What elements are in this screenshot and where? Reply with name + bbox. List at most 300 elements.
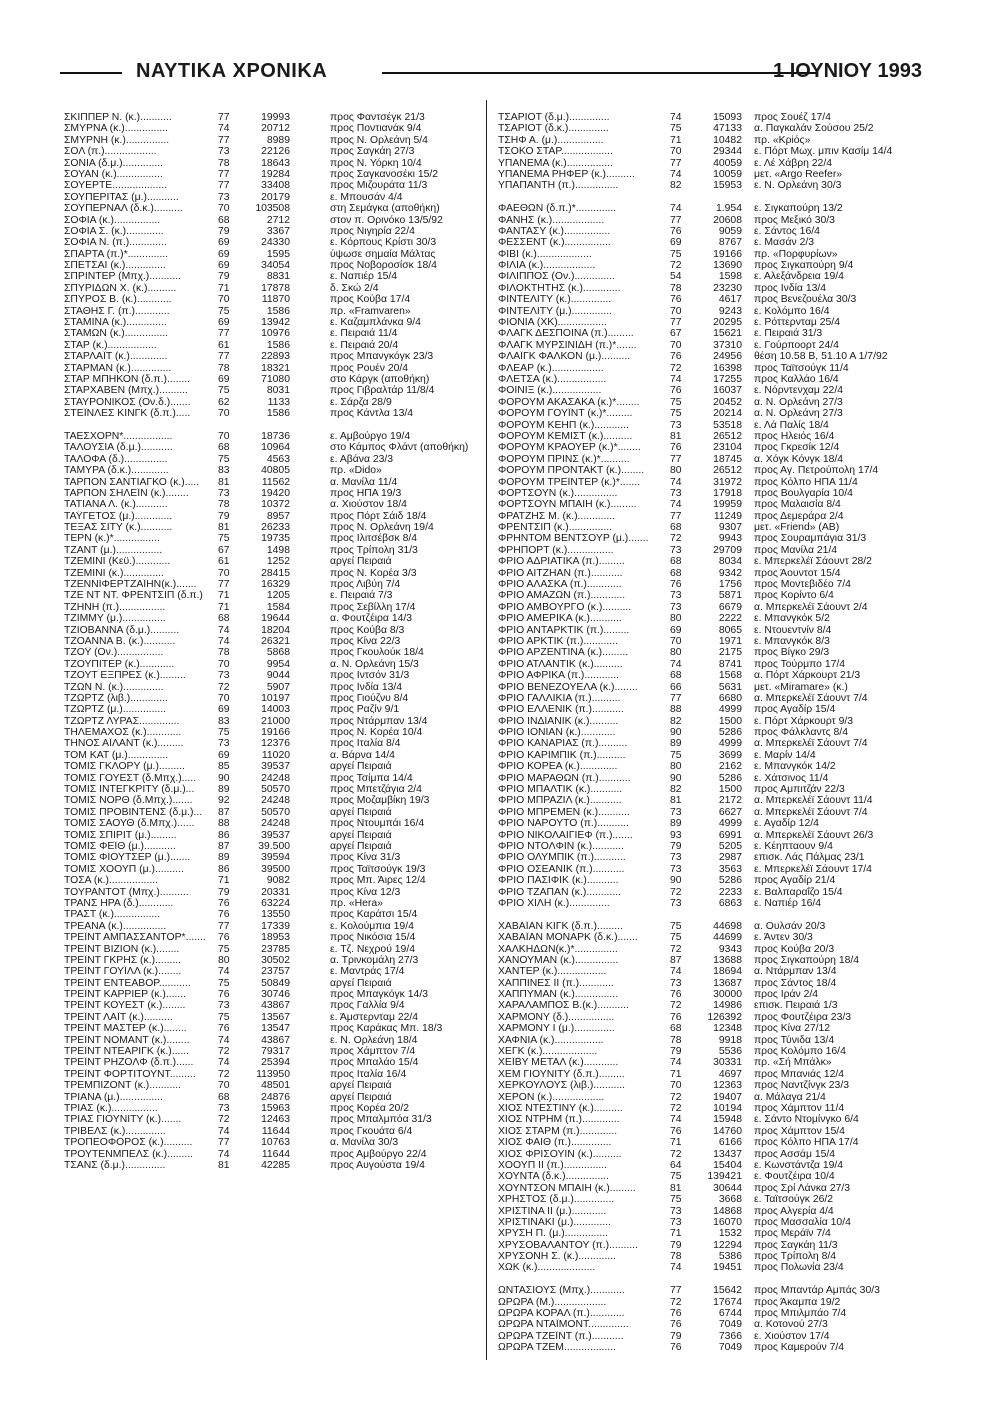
tonnage: 1500: [718, 715, 742, 727]
build-year: 80: [670, 465, 682, 477]
ship-row: [498, 283, 924, 294]
build-year: 87: [670, 954, 682, 966]
tonnage: 40805: [261, 465, 290, 477]
ship-row: [498, 1342, 924, 1353]
tonnage: 42285: [261, 1159, 290, 1171]
tonnage: 5907: [266, 681, 290, 693]
ship-row: [498, 533, 924, 544]
ship-row: [64, 887, 474, 898]
tonnage: 71080: [261, 373, 290, 385]
ship-name: ΧΡΙΣΤΙΝΑ ΙΙ (μ.)............: [498, 1205, 607, 1217]
ship-name: ΦΑΝΤΑΣΥ (κ.)................: [498, 225, 611, 237]
position-note: προς Καράκας Μπ. 18/3: [330, 1023, 443, 1035]
ship-name: ΦΡΙΟ ΠΑΣΙΦΙΚ (κ.)...........: [498, 875, 619, 887]
ship-name: ΣΤΑΥΡΟΝΙΚΟΣ (Ον.δ.).......: [64, 396, 191, 408]
tonnage: 126392: [707, 1011, 742, 1023]
tonnage: 44699: [713, 932, 742, 944]
ship-row: [498, 1126, 924, 1137]
build-year: 74: [218, 635, 230, 647]
tonnage: 1598: [718, 271, 742, 283]
position-note: προς Αγαδίρ 21/4: [754, 875, 836, 887]
position-note: προς Μπετζάγια 2/4: [330, 784, 422, 796]
tonnage: 19959: [713, 499, 742, 511]
ship-row: [64, 818, 474, 829]
tonnage: 1532: [718, 1228, 742, 1240]
position-note: ε. Μπανγκόκ 14/2: [754, 761, 836, 773]
position-note: προς Μπανγκόγκ 23/3: [330, 351, 434, 363]
position-note: ε. Χιούστον 17/4: [754, 1330, 830, 1342]
ship-name: ΤΟΜΙΣ ΙΝΤΕΓΚΡΙΤΥ (δ.μ.)...: [64, 784, 195, 796]
position-note: πρ. «Σή Μπάλκ»: [754, 1057, 832, 1069]
tonnage: 6744: [718, 1308, 742, 1320]
ship-name: ΧΑΒΑΪΑΝ ΜΟΝΑΡΚ (δ.κ.).......: [498, 932, 638, 944]
build-year: 75: [670, 920, 682, 932]
position-note: επισκ. Λάς Πάλμας 23/1: [754, 852, 865, 864]
tonnage: 4617: [718, 294, 742, 306]
ship-row: [498, 795, 924, 806]
position-note: ε. Μασάν 2/3: [754, 237, 815, 249]
tonnage: 13690: [713, 260, 742, 272]
tonnage: 17918: [713, 487, 742, 499]
right-column: [498, 112, 924, 1365]
ship-name: ΣΟΦΙΑ Σ. (κ.).............: [64, 225, 164, 237]
ship-name: ΧΡΙΣΤΙΝΑΚΙ (μ.).............: [498, 1216, 611, 1228]
ship-name: ΤΣΗΦ Α. (μ.)................: [498, 134, 604, 146]
build-year: 76: [670, 989, 682, 1001]
ship-row: [498, 625, 924, 636]
build-year: 77: [670, 1285, 682, 1297]
ship-row: [64, 1046, 474, 1057]
ship-name: ΩΡΩΡΑ ΤΖΕΜ..................: [498, 1342, 616, 1354]
ship-row: [64, 442, 474, 453]
tonnage: 1133: [267, 396, 290, 408]
ship-row: [498, 1023, 924, 1034]
ship-row: [64, 328, 474, 339]
ship-name: ΧΟΥΝΤΑ (δ.κ.)...............: [498, 1171, 609, 1183]
ship-name: ΦΡΙΟ ΜΠΑΛΤΙΚ (κ.)...........: [498, 784, 623, 796]
position-note: προς Κορέα 20/2: [330, 1102, 409, 1114]
position-note: προς Ιταλία 16/4: [330, 1068, 407, 1080]
build-year: 92: [218, 795, 230, 807]
position-note: ε. Φουτζέιρα 10/4: [754, 1171, 835, 1183]
ship-row: [64, 271, 474, 282]
ship-name: ΤΡΕΪΝΤ ΚΑΡΡΙΕΡ (κ.).......: [64, 989, 187, 1001]
position-note: ε. Μπερκελέϊ Σάουντ 28/2: [754, 556, 872, 568]
build-year: 79: [670, 1239, 682, 1251]
tonnage: 12294: [713, 1239, 742, 1251]
position-note: α. Κοτονού 27/3: [754, 1319, 828, 1331]
ship-name: ΣΤΑΡΛΑΪΤ (κ.).............: [64, 351, 168, 363]
tonnage: 1498: [266, 544, 290, 556]
ship-row: [64, 944, 474, 955]
ship-row: [64, 841, 474, 852]
build-year: 73: [670, 487, 682, 499]
tonnage: 43867: [261, 1034, 290, 1046]
ship-name: ΦΙΛΙΑ (κ.)..................: [498, 260, 596, 272]
ship-row: [498, 123, 924, 134]
ship-name: ΦΡΙΟ ΑΛΑΣΚΑ (π.)............: [498, 579, 622, 591]
build-year: 69: [670, 237, 682, 249]
tonnage: 16037: [713, 385, 742, 397]
build-year: 68: [670, 670, 682, 682]
position-note: α. Βάρνα 14/4: [330, 749, 395, 761]
ship-name: ΦΛΑΓΚ ΜΥΡΣΙΝΙΔΗ (π.)*.......: [498, 339, 637, 351]
tonnage: 18953: [261, 932, 290, 944]
tonnage: 6166: [718, 1137, 742, 1149]
ship-row: [64, 511, 474, 522]
build-year: 71: [218, 282, 230, 294]
ship-row: [64, 1160, 474, 1171]
tonnage: 5286: [718, 727, 742, 739]
tonnage: 9943: [718, 533, 742, 545]
position-note: α. Ν. Ορλεάνη 27/3: [754, 408, 843, 420]
position-note: ε. Κόρπους Κρίστι 30/3: [330, 237, 437, 249]
ship-row: [498, 1000, 924, 1011]
build-year: 79: [670, 1330, 682, 1342]
build-year: 73: [218, 1000, 230, 1012]
tonnage: 31972: [713, 476, 742, 488]
build-year: 72: [218, 1046, 230, 1058]
tonnage: 29344: [713, 146, 742, 158]
position-note: στο Κάργκ (αποθήκη): [330, 373, 430, 385]
tonnage: 1252: [266, 556, 290, 568]
ship-row: [64, 1023, 474, 1034]
ship-name: ΦΟΙΝΙΞ (κ.).................: [498, 385, 602, 397]
ship-name: ΧΑΠΠΙΝΕΣ ΙΙ (π.)............: [498, 977, 614, 989]
position-note: ε. Πειραιά 7/3: [330, 590, 393, 602]
build-year: 75: [218, 385, 230, 397]
ship-name: ΦΡΙΟ ΑΝΤΑΡΚΤΙΚ (π.).........: [498, 624, 630, 636]
position-note: ε. Μαρίν 14/4: [754, 749, 816, 761]
ship-name: ΤΣΑΝΣ (δ.μ.)..............: [64, 1159, 166, 1171]
tonnage: 53518: [713, 419, 742, 431]
position-note: προς Μεράϊν 7/4: [754, 1228, 831, 1240]
build-year: 74: [218, 123, 230, 135]
ship-name: ΧΑΠΠΥΜΑΝ (κ.)...............: [498, 989, 619, 1001]
build-year: 72: [670, 1148, 682, 1160]
build-year: 76: [670, 294, 682, 306]
position-note: προς Ν. Υόρκη 10/4: [330, 157, 422, 169]
ship-name: ΤΗΝΟΣ ΑΪΛΑΝΤ (κ.).........: [64, 738, 184, 750]
build-year: 75: [670, 1171, 682, 1183]
position-note: προς ΗΠΑ 19/3: [330, 487, 402, 499]
position-note: προς Αυγούστα 19/4: [330, 1159, 425, 1171]
ship-name: ΦΡΙΟ ΑΤΛΑΝΤΙΚ (κ.)..........: [498, 658, 623, 670]
build-year: 72: [218, 681, 230, 693]
ship-name: ΧΟΟΥΠ ΙΙ (π.)...............: [498, 1159, 608, 1171]
position-note: προς Ραζίν 9/1: [330, 704, 400, 716]
ship-name: ΧΙΟΣ ΣΤΑΡΜ (π.).............: [498, 1125, 618, 1137]
position-note: προς Γκουάτα 6/4: [330, 1125, 413, 1137]
tonnage: 39.500: [258, 841, 290, 852]
ship-name: ΦΟΡΟΥΜ ΑΚΑΣΑΚΑ (κ.)*........: [498, 396, 640, 408]
build-year: 69: [218, 260, 230, 272]
ship-row: [498, 602, 924, 613]
position-note: α. Ν. Ορλεάνη 27/3: [754, 396, 843, 408]
ship-row: [64, 158, 474, 169]
ship-row: [498, 568, 924, 579]
ship-name: ΤΡΕΪΝΤ ΓΚΡΗΣ (κ.).........: [64, 954, 182, 966]
position-note: ε. Πειραιά 11/4: [330, 328, 398, 340]
position-note: προς Ν. Κορέα 3/3: [330, 567, 417, 579]
build-year: 76: [670, 351, 682, 363]
position-note: ε. Πειραιά 31/3: [754, 328, 823, 340]
ship-name: ΧΙΟΣ ΦΡΙΣΟΥΙΝ (κ.)..........: [498, 1148, 622, 1160]
ship-name: ΤΡΙΑΝΑ (μ.)...............: [64, 1091, 163, 1103]
ship-row: [498, 158, 924, 169]
ship-name: ΣΤΑΜΙΝΑ (κ.)..............: [64, 317, 167, 329]
build-year: 77: [218, 920, 230, 932]
tonnage: 8031: [266, 385, 290, 397]
position-note: ε. Μπανγκόκ 8/3: [754, 635, 830, 647]
ship-name: ΧΕΡΟΝ (κ.)..................: [498, 1091, 605, 1103]
position-note: ε. Ταϊτσούγκ 26/2: [754, 1194, 834, 1206]
tonnage: 5631: [718, 681, 742, 693]
ship-name: ΤΡΙΑΣ (κ.)................: [64, 1102, 158, 1114]
build-year: 74: [670, 203, 682, 215]
build-year: 76: [218, 932, 230, 944]
tonnage: 34054: [261, 260, 290, 272]
ship-name: ΤΑΕΣΧΟΡΝ*.................: [64, 430, 173, 442]
tonnage: 9342: [718, 567, 742, 579]
ship-name: ΦΡΙΟ ΑΜΒΟΥΡΓΟ (κ.)..........: [498, 601, 632, 613]
position-note: ε. Ναπιέρ 15/4: [330, 271, 398, 283]
ship-row: [498, 431, 924, 442]
ship-row: [64, 180, 474, 191]
tonnage: 40059: [713, 157, 742, 169]
position-note: προς Μπαλμπόα 31/3: [330, 1114, 432, 1126]
ship-name: ΤΟΜ ΚΑΤ (μ.)..............: [64, 749, 169, 761]
ship-row: [498, 545, 924, 556]
ship-row: [498, 385, 924, 396]
ship-name: ΦΡΙΟ ΧΙΛΗ (κ.)..............: [498, 897, 610, 909]
ship-row: [498, 659, 924, 670]
build-year: 81: [218, 476, 230, 488]
tonnage: 9059: [718, 225, 742, 237]
ship-row: [64, 283, 474, 294]
ship-row: [64, 784, 474, 795]
build-year: 79: [218, 510, 230, 522]
ship-name: ΦΡΗΝΤΟΜ ΒΕΝΤΣΟΥΡ (μ.).......: [498, 533, 649, 545]
position-note: προς Μπαλάο 15/4: [330, 1057, 419, 1069]
tonnage: 39500: [261, 863, 290, 875]
ship-name: ΤΑΜΥΡΑ (δ.κ.).............: [64, 465, 169, 477]
ship-name: ΣΟΥΑΝ (κ.)................: [64, 168, 163, 180]
ship-name: ΤΖΙΜΜΥ (μ.)...............: [64, 613, 166, 625]
build-year: 76: [670, 1125, 682, 1137]
ship-name: ΤΡΕΪΝΤ ΝΟΜΑΝΤ (κ.)........: [64, 1034, 190, 1046]
tonnage: 39537: [261, 761, 290, 773]
ship-name: ΦΡΙΟ ΑΡΚΤΙΚ (π.)............: [498, 635, 618, 647]
position-note: προς Σαγκάη 11/3: [754, 1239, 838, 1251]
ship-name: ΤΡΕΪΝΤ ΚΟΥΕΣΤ (κ.)........: [64, 1000, 186, 1012]
position-note: μετ. «Friend» (ΑΒ): [754, 522, 840, 534]
ship-name: ΣΟΦΙΑ (κ.)................: [64, 214, 161, 226]
ship-name: ΦΡΙΟ ΜΠΡΕΜΕΝ (κ.)...........: [498, 806, 630, 818]
ship-name: ΣΟΥΠΕΡΝΑΛ (δ.κ.)..........: [64, 203, 183, 215]
build-year: 72: [218, 1114, 230, 1126]
tonnage: 22893: [261, 351, 290, 363]
build-year: 73: [670, 897, 682, 909]
tonnage: 26512: [713, 430, 742, 442]
ship-row: [498, 260, 924, 271]
position-note: ε. Ναπιέρ 16/4: [754, 897, 822, 909]
tonnage: 13437: [713, 1148, 742, 1160]
position-note: α. Μπερκελέϊ Σάουντ 26/3: [754, 829, 874, 841]
position-note: προς Χάμπτον 11/4: [754, 1102, 845, 1114]
tonnage: 11249: [713, 510, 742, 522]
build-year: 77: [218, 328, 230, 340]
ship-row: [498, 636, 924, 647]
ship-row: [498, 374, 924, 385]
ship-name: ΦΙΛΟΚΤΗΤΗΣ (κ.).............: [498, 282, 621, 294]
build-year: 74: [670, 373, 682, 385]
issue-date: 1 ΙΟΥΝΙΟΥ 1993: [773, 60, 922, 82]
tonnage: 10964: [261, 442, 290, 454]
ship-name: ΤΟΜΙΣ ΦΕΪΘ (μ.)...........: [64, 841, 176, 852]
build-year: 71: [218, 875, 230, 887]
ship-row: [498, 488, 924, 499]
ship-row: [64, 761, 474, 772]
tonnage: 1756: [718, 579, 742, 591]
ship-row: [64, 955, 474, 966]
ship-name: ΣΟΦΙΑ Ν. (π.).............: [64, 237, 167, 249]
position-note: α. Χιούστον 18/4: [330, 499, 407, 511]
build-year: 90: [670, 772, 682, 784]
ship-row: [498, 841, 924, 852]
ship-name: ΦΡΙΟ ΜΑΡΑΘΩΝ (π.)...........: [498, 772, 631, 784]
ship-name: ΧΑΦΝΙΑ (κ.).................: [498, 1034, 604, 1046]
ship-row: [64, 1000, 474, 1011]
tonnage: 1971: [718, 635, 742, 647]
ship-name: ΧΟΥΝΤΣΟΝ ΜΠΑΙΗ (κ.).........: [498, 1182, 636, 1194]
build-year: 72: [670, 1102, 682, 1114]
ship-row: [498, 442, 924, 453]
tonnage: 12363: [713, 1080, 742, 1092]
position-note: μετ. «Argo Reefer»: [754, 168, 843, 180]
tonnage: 12348: [713, 1023, 742, 1035]
build-year: 75: [670, 248, 682, 260]
build-year: 54: [670, 271, 682, 283]
position-note: προς Μανίλα 21/4: [754, 544, 838, 556]
build-year: 77: [218, 351, 230, 363]
ship-row: [498, 363, 924, 374]
ship-row: [64, 807, 474, 818]
ship-row: [498, 738, 924, 749]
tonnage: 20214: [713, 408, 742, 420]
position-note: ε. Σιγκαπούρη 13/2: [754, 203, 843, 215]
position-note: α. Μπερκελέϊ Σάουντ 7/4: [754, 692, 868, 704]
position-note: προς Σιγκαπούρη 18/4: [754, 954, 860, 966]
ship-row: [64, 123, 474, 134]
ship-row: [64, 716, 474, 727]
build-year: 71: [670, 1137, 682, 1149]
position-note: ε. Μπανγκόκ 5/2: [754, 613, 830, 625]
ship-row: [498, 716, 924, 727]
tonnage: 4999: [718, 704, 742, 716]
position-note: προς Μπ. Άιρες 12/4: [330, 875, 426, 887]
position-note: προς Κορίντο 6/4: [754, 590, 834, 602]
position-note: ε. Μπερκελέϊ Σάουντ 17/4: [754, 863, 872, 875]
tonnage: 6679: [718, 601, 742, 613]
ship-row: [64, 340, 474, 351]
position-note: προς Ν. Ορλεάνη 19/4: [330, 522, 434, 534]
ship-name: ΧΑΛΚΗΔΩΝ(κ.)*...............: [498, 943, 618, 955]
position-note: προς Πόρτ Σάιδ 18/4: [330, 510, 427, 522]
build-year: 70: [218, 692, 230, 704]
ship-row: [498, 1240, 924, 1251]
position-note: προς Λιβύη 7/4: [330, 579, 401, 591]
ship-name: ΣΠΡΙΝΤΕΡ (Μπχ.)...........: [64, 271, 181, 283]
build-year: 74: [670, 1262, 682, 1274]
ship-row: [498, 146, 924, 157]
ship-name: ΦΛΑΓΚ ΔΕΣΠΟΙΝΑ (π.).........: [498, 328, 634, 340]
tonnage: 8957: [266, 510, 290, 522]
build-year: 75: [218, 727, 230, 739]
position-note: προς Τούρμπο 17/4: [754, 658, 846, 670]
position-note: προς Αγ. Πετρούπολη 17/4: [754, 465, 879, 477]
ship-name: ΩΡΩΡΑ ΚΟΡΑΛ (π.)............: [498, 1308, 625, 1320]
ship-row: [64, 351, 474, 362]
tonnage: 29709: [713, 544, 742, 556]
ship-row: [64, 249, 474, 260]
ship-name: ΤΖΕΝΝΙΦΕΡΤΖΑΪΗΝ(κ.).......: [64, 579, 197, 591]
ship-row: [64, 647, 474, 658]
ship-group: [498, 921, 924, 1274]
ship-row: [64, 704, 474, 715]
ship-name: ΩΝΤΑΣΙΟΥΣ (Μπχ.)............: [498, 1285, 625, 1297]
tonnage: 30502: [261, 954, 290, 966]
build-year: 74: [670, 658, 682, 670]
build-year: 72: [670, 1296, 682, 1308]
tonnage: 25394: [261, 1057, 290, 1069]
build-year: 68: [218, 214, 230, 226]
build-year: 73: [218, 1102, 230, 1114]
position-note: προς Ρουέν 20/4: [330, 362, 409, 374]
ship-name: ΧΑΒΑΪΑΝ ΚΙΓΚ (δ.π.).........: [498, 920, 623, 932]
build-year: 78: [218, 647, 230, 659]
position-note: προς Σαγκανοσέκι 15/2: [330, 168, 439, 180]
ship-name: ΦΡΙΟ ΒΕΝΕΖΟΥΕΛΑ (κ.)........: [498, 681, 638, 693]
ship-row: [64, 1103, 474, 1114]
ship-row: [64, 294, 474, 305]
position-note: προς Μπανιάς 12/4: [754, 1068, 845, 1080]
build-year: 81: [218, 1159, 230, 1171]
tonnage: 9918: [718, 1034, 742, 1046]
tonnage: 19451: [713, 1262, 742, 1274]
position-note: ε. Νόρντενχαμ 22/4: [754, 385, 844, 397]
ship-row: [64, 1137, 474, 1148]
build-year: 76: [218, 1023, 230, 1035]
ship-row: [498, 932, 924, 943]
tonnage: 18745: [713, 453, 742, 465]
build-year: 81: [670, 1182, 682, 1194]
build-year: 70: [218, 430, 230, 442]
ship-row: [498, 1194, 924, 1205]
position-note: προς Γκρεσίκ 12/4: [754, 442, 840, 454]
tonnage: 24330: [261, 237, 290, 249]
position-note: ε. Μαντράς 17/4: [330, 966, 405, 978]
ship-row: [64, 192, 474, 203]
ship-name: ΤΡΕΪΝΤ ΦΟΡΤΙΤΟΥΝΤ.........: [64, 1068, 196, 1080]
tonnage: 4999: [718, 738, 742, 750]
ship-row: [64, 215, 474, 226]
tonnage: 79317: [261, 1046, 290, 1058]
position-note: προς Ιντσόν 31/3: [330, 670, 410, 682]
tonnage: 19993: [261, 112, 290, 123]
position-note: προς Καράτσι 15/4: [330, 909, 418, 921]
ship-name: ΣΤΕΪΝΛΕΣ ΚΙΝΓΚ (δ.π.).....: [64, 408, 191, 420]
